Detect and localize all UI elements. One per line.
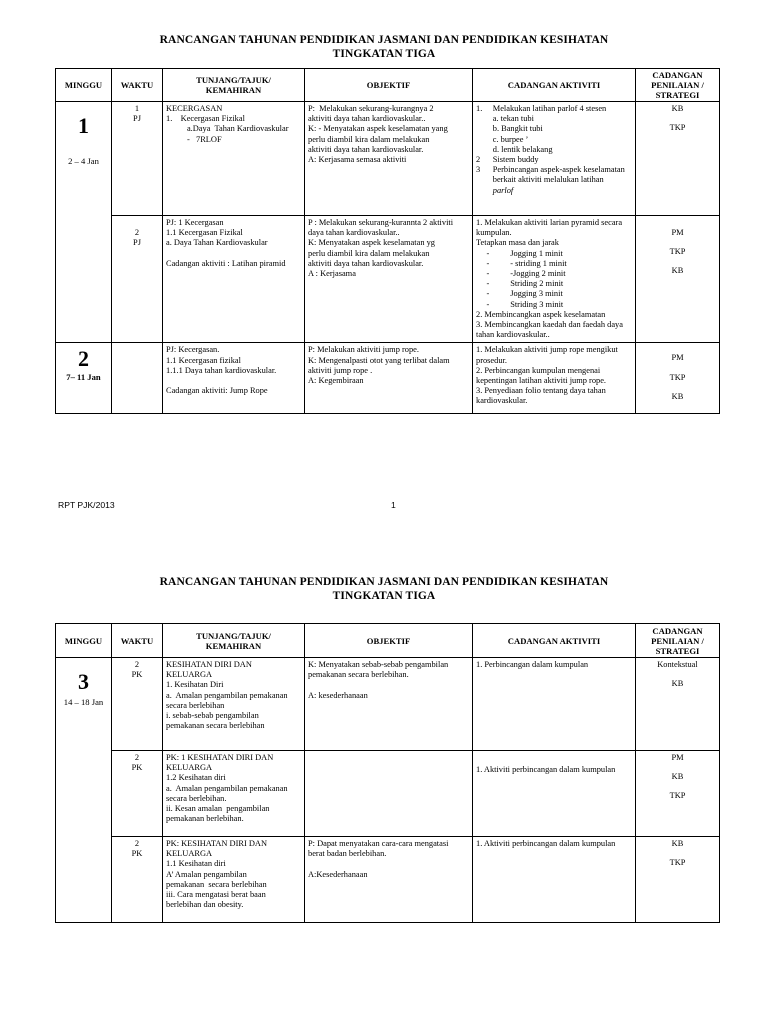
cell-line: a. Amalan pengambilan pemakanan xyxy=(166,690,288,700)
week-cell xyxy=(56,343,112,414)
cell-line: a. Amalan pengambilan pemakanan xyxy=(166,783,288,793)
cell-line xyxy=(166,249,301,259)
cell-line: - Jogging 1 minit xyxy=(476,248,563,258)
tunjang-list xyxy=(166,345,301,396)
header-objektif xyxy=(305,624,473,658)
cell-line: perlu diambil kira dalam melakukan xyxy=(308,134,430,144)
page1-title-line1: RANCANGAN TAHUNAN PENDIDIKAN JASMANI DAN PENDIDIKAN KESIHATAN xyxy=(159,34,609,46)
cell-line: Tetapkan masa dan jarak xyxy=(476,238,559,248)
header-strategi xyxy=(636,624,720,658)
aktiviti-list xyxy=(476,765,632,775)
strategi-list xyxy=(639,753,716,802)
strategi-list xyxy=(639,353,716,402)
cell-line: daya tahan kardiovaskular.. xyxy=(308,228,400,238)
strategi-list xyxy=(639,839,716,868)
cell-line: b. Bangkit tubi xyxy=(476,124,543,134)
header-line: PENILAIAN / xyxy=(651,80,704,90)
cell-line: TKP xyxy=(669,372,686,382)
strategi-cell xyxy=(636,751,720,837)
cell-line: 2 Sistem buddy xyxy=(476,155,539,165)
tunjang-list xyxy=(166,753,301,824)
cell-line: TKP xyxy=(669,247,686,257)
header-line: PENILAIAN / xyxy=(651,635,704,646)
cell-line: 2 xyxy=(134,753,140,762)
waktu-cell xyxy=(112,343,163,414)
cell-line: pemakanan berlebihan. xyxy=(166,814,244,824)
cell-line: parlof xyxy=(476,185,514,195)
cell-line: PJ: 1 Kecergasan xyxy=(166,218,224,227)
page1-header-row xyxy=(56,69,720,102)
page2-header-row xyxy=(56,624,720,658)
table-row xyxy=(56,837,720,923)
cell-line: 1.1 Kecergasan Fizikal xyxy=(166,228,243,238)
cell-line: KESIHATAN DIRI DAN xyxy=(166,660,252,669)
aktiviti-list xyxy=(476,839,632,849)
cell-line: - -Jogging 2 minit xyxy=(476,269,566,279)
header-waktu xyxy=(112,624,163,658)
waktu-list xyxy=(115,753,159,773)
cell-line: 2. Membincangkan aspek keselamatan xyxy=(476,309,606,319)
header-line: TUNJANG/TAJUK/ xyxy=(196,75,271,85)
week-cell xyxy=(56,102,112,343)
cell-line: K: Mengenalpasti otot yang terlibat dalam xyxy=(308,355,450,365)
cell-line: 2 xyxy=(134,228,140,237)
cell-line: A: Kegembiraan xyxy=(308,376,364,386)
page2-title-line2: TINGKATAN TIGA xyxy=(332,590,436,602)
strategi-list xyxy=(639,104,716,133)
strategi-cell xyxy=(636,837,720,923)
cell-line: Cadangan aktiviti: Jump Rope xyxy=(166,386,268,396)
cell-line: pemakanan secara berlebihan xyxy=(166,721,265,731)
cell-line: aktiviti daya tahan kardiovaskular. xyxy=(308,144,424,154)
cell-line: - 7RLOF xyxy=(166,134,222,144)
header-objektif xyxy=(305,69,473,102)
cell-line: 1. Melakukan aktiviti larian pyramid secara xyxy=(476,218,623,227)
cell-line: aktiviti daya tahan kardiovaskular.. xyxy=(308,114,426,124)
cell-line: - Striding 2 minit xyxy=(476,279,564,289)
strategi-cell xyxy=(636,343,720,414)
header-line: MINGGU xyxy=(64,635,103,646)
header-line: CADANGAN xyxy=(652,70,703,80)
cell-line: berlebihan dan obesity. xyxy=(166,900,244,910)
cell-line: 1.1.1 Daya tahan kardiovaskular. xyxy=(166,365,277,375)
header-minggu xyxy=(56,69,112,102)
tunjang-cell xyxy=(163,837,305,923)
cell-line: 1.2 Kesihatan diri xyxy=(166,773,226,783)
cell-line xyxy=(166,376,301,386)
page1-title xyxy=(0,33,768,61)
cell-line: kardiovaskular. xyxy=(476,396,528,406)
cell-line: 1. Perbincangan dalam kumpulan xyxy=(476,660,589,669)
strategi-cell xyxy=(636,102,720,216)
strategi-cell xyxy=(636,216,720,343)
cell-line: KECERGASAN xyxy=(166,104,223,113)
waktu-cell xyxy=(112,751,163,837)
week-dates: 7– 11 Jan xyxy=(66,372,101,383)
objektif-cell xyxy=(305,216,473,343)
week-dates: 14 – 18 Jan xyxy=(63,697,104,707)
cell-line: 2 xyxy=(134,660,140,669)
cell-line: KELUARGA xyxy=(166,763,213,773)
cell-line: A:Kesederhanaan xyxy=(308,869,368,879)
aktiviti-list xyxy=(476,660,632,670)
tunjang-cell xyxy=(163,751,305,837)
cell-line: P: Melakukan sekurang-kurangnya 2 xyxy=(308,104,434,113)
tunjang-cell xyxy=(163,216,305,343)
header-line: WAKTU xyxy=(120,635,154,646)
aktiviti-list xyxy=(476,104,632,196)
header-line: CADANGAN AKTIVITI xyxy=(507,80,601,90)
week-dates: 2 – 4 Jan xyxy=(68,156,99,166)
cell-line: P : Melakukan sekurang-kurannta 2 aktiviti xyxy=(308,218,454,227)
page-number: 1 xyxy=(391,500,396,510)
cell-line: 3 Perbincangan aspek-aspek keselamatan xyxy=(476,165,625,175)
header-tunjang xyxy=(163,69,305,102)
cell-line: secara berlebihan. xyxy=(166,793,227,803)
header-waktu xyxy=(112,69,163,102)
page1-title-line2: TINGKATAN TIGA xyxy=(332,48,436,60)
cell-line: berkait aktiviti melalukan latihan xyxy=(476,175,604,185)
tunjang-cell xyxy=(163,658,305,751)
header-line: STRATEGI xyxy=(655,90,700,100)
cell-line: kumpulan. xyxy=(476,228,512,238)
cell-line: KB xyxy=(671,391,684,401)
tunjang-cell xyxy=(163,102,305,216)
cell-line: K: Menyatakan sebab-sebab pengambilan xyxy=(308,660,449,669)
cell-line: berat badan berlebihan. xyxy=(308,849,387,859)
cell-line: TKP xyxy=(669,858,686,868)
page2-title-line1: RANCANGAN TAHUNAN PENDIDIKAN JASMANI DAN PENDIDIKAN KESIHATAN xyxy=(159,576,609,588)
cell-line: 1.1 Kesihatan diri xyxy=(166,859,226,869)
waktu-cell xyxy=(112,102,163,216)
cell-line: TKP xyxy=(669,791,686,801)
header-line: CADANGAN AKTIVITI xyxy=(507,635,601,646)
cell-line: PM xyxy=(671,753,684,762)
cell-line: iii. Cara mengatasi berat baan xyxy=(166,890,266,900)
cell-line: prosedur. xyxy=(476,355,507,365)
aktiviti-cell xyxy=(473,751,636,837)
aktiviti-cell xyxy=(473,102,636,216)
objektif-list xyxy=(308,345,469,386)
strategi-list xyxy=(639,228,716,277)
cell-line: KELUARGA xyxy=(166,849,213,859)
cell-line: PK: KESIHATAN DIRI DAN xyxy=(166,839,267,848)
objektif-cell xyxy=(305,837,473,923)
objektif-cell xyxy=(305,658,473,751)
aktiviti-list xyxy=(476,345,632,406)
cell-line: PJ xyxy=(133,238,141,248)
cell-line: PM xyxy=(671,353,684,363)
week-number: 3 xyxy=(78,669,89,694)
cell-line: A : Kerjasama xyxy=(308,269,356,279)
cell-line: KELUARGA xyxy=(166,670,213,680)
cell-line: 2 xyxy=(134,839,140,848)
cell-line: KB xyxy=(671,679,684,689)
cell-line: PJ xyxy=(133,114,141,124)
cell-line: PK: 1 KESIHATAN DIRI DAN xyxy=(166,753,274,762)
cell-line: c. burpee ’ xyxy=(476,134,529,144)
cell-line: A: Kerjasama semasa aktiviti xyxy=(308,155,407,165)
table-row xyxy=(56,343,720,414)
waktu-list xyxy=(115,660,159,680)
cell-line: perlu diambil kira dalam melakukan xyxy=(308,248,430,258)
cell-line: pemakanan secara berlebihan. xyxy=(308,670,409,680)
cell-line: Cadangan aktiviti : Latihan piramid xyxy=(166,258,286,268)
header-aktiviti xyxy=(473,624,636,658)
cell-line: PM xyxy=(671,228,684,237)
objektif-list xyxy=(308,218,469,279)
cell-line: A’ Amalan pengambilan xyxy=(166,869,247,879)
aktiviti-cell xyxy=(473,216,636,343)
tunjang-list xyxy=(166,839,301,910)
header-line: WAKTU xyxy=(120,80,154,90)
objektif-list xyxy=(308,839,469,880)
cell-line: KB xyxy=(671,772,684,782)
cell-line: PK xyxy=(131,670,143,680)
cell-line: tahan kardiovaskular.. xyxy=(476,330,550,340)
waktu-cell xyxy=(112,837,163,923)
cell-line: - Jogging 3 minit xyxy=(476,289,563,299)
cell-line: A: kesederhanaan xyxy=(308,690,368,700)
waktu-list xyxy=(115,104,159,124)
strategi-cell xyxy=(636,658,720,751)
cell-line: PK xyxy=(131,763,143,773)
footer-code: RPT PJK/2013 xyxy=(58,500,115,510)
table-row xyxy=(56,216,720,343)
tunjang-list xyxy=(166,104,301,145)
cell-line: 1 xyxy=(134,104,140,113)
cell-line: P: Melakukan aktiviti jump rope. xyxy=(308,345,419,355)
objektif-list xyxy=(308,660,469,701)
cell-line: - - striding 1 minit xyxy=(476,258,567,268)
cell-line: 3. Penyediaan folio tentang daya tahan xyxy=(476,386,606,396)
cell-line: d. lentik belakang xyxy=(476,144,553,154)
aktiviti-cell xyxy=(473,837,636,923)
cell-line: KB xyxy=(671,104,684,113)
cell-line: 1. Kesihatan Diri xyxy=(166,680,224,690)
cell-line: K: - Menyatakan aspek keselamatan yang xyxy=(308,124,448,134)
header-line: OBJEKTIF xyxy=(366,635,411,646)
cell-line: P: Dapat menyatakan cara-cara mengatasi xyxy=(308,839,449,848)
cell-line: K: Menyatakan aspek keselamatan yg xyxy=(308,238,435,248)
objektif-cell xyxy=(305,102,473,216)
header-strategi xyxy=(636,69,720,102)
table-row xyxy=(56,658,720,751)
cell-line: KB xyxy=(671,266,684,276)
waktu-cell xyxy=(112,216,163,343)
header-line: STRATEGI xyxy=(655,645,700,656)
cell-line: 1.1 Kecergasan fizikal xyxy=(166,355,241,365)
cell-line: kepentingan latihan aktiviti jump rope. xyxy=(476,376,607,386)
strategi-list xyxy=(639,660,716,689)
week-cell xyxy=(56,658,112,923)
cell-line xyxy=(308,859,469,869)
header-line: OBJEKTIF xyxy=(366,80,411,90)
header-line: KEMAHIRAN xyxy=(205,640,262,651)
cell-line: - Striding 3 minit xyxy=(476,299,564,309)
aktiviti-list xyxy=(476,218,632,340)
week-number: 1 xyxy=(78,113,89,138)
cell-line: ii. Kesan amalan pengambilan xyxy=(166,804,270,814)
cell-line: TKP xyxy=(669,123,686,133)
header-line: MINGGU xyxy=(64,80,103,90)
objektif-cell xyxy=(305,751,473,837)
week-number: 2 xyxy=(78,346,89,372)
cell-line: 1. Kecergasan Fizikal xyxy=(166,114,245,124)
cell-line: a.Daya Tahan Kardiovaskular xyxy=(166,124,289,134)
cell-line: pemakanan secara berlebihan xyxy=(166,879,267,889)
objektif-cell xyxy=(305,343,473,414)
cell-line: 2. Perbincangan kumpulan mengenai xyxy=(476,365,601,375)
table-row xyxy=(56,751,720,837)
waktu-list xyxy=(115,839,159,859)
cell-line: 1. Melakukan latihan parlof 4 stesen xyxy=(476,104,607,113)
header-line: KEMAHIRAN xyxy=(205,85,262,95)
cell-line: a. tekan tubi xyxy=(476,114,534,124)
cell-line: KB xyxy=(671,839,684,848)
header-minggu xyxy=(56,624,112,658)
waktu-list xyxy=(115,228,159,248)
cell-line: PK xyxy=(131,849,143,859)
cell-line: 1. Aktiviti perbincangan dalam kumpulan xyxy=(476,839,616,848)
tunjang-cell xyxy=(163,343,305,414)
header-aktiviti xyxy=(473,69,636,102)
cell-line: PJ: Kecergasan. xyxy=(166,345,220,355)
header-tunjang xyxy=(163,624,305,658)
cell-line: a. Daya Tahan Kardiovaskular xyxy=(166,238,268,248)
cell-line: aktiviti daya tahan kardiovaskular. xyxy=(308,258,424,268)
aktiviti-cell xyxy=(473,658,636,751)
cell-line: Kontekstual xyxy=(657,660,698,669)
waktu-cell xyxy=(112,658,163,751)
tunjang-list xyxy=(166,218,301,269)
objektif-list xyxy=(308,104,469,165)
cell-line: secara berlebihan xyxy=(166,700,225,710)
page1-plan-table xyxy=(55,68,720,414)
cell-line xyxy=(308,680,469,690)
cell-line: i. sebab-sebab pengambilan xyxy=(166,711,259,721)
page2-title xyxy=(0,575,768,603)
header-line: TUNJANG/TAJUK/ xyxy=(196,630,271,641)
aktiviti-cell xyxy=(473,343,636,414)
page2-plan-table xyxy=(55,623,720,923)
table-row xyxy=(56,102,720,216)
cell-line: 1. Melakukan aktiviti jump rope mengikut xyxy=(476,345,618,355)
tunjang-list xyxy=(166,660,301,731)
cell-line: 3. Membincangkan kaedah dan faedah daya xyxy=(476,320,623,330)
header-line: CADANGAN xyxy=(652,625,703,636)
cell-line: aktiviti jump rope . xyxy=(308,365,373,375)
cell-line: 1. Aktiviti perbincangan dalam kumpulan xyxy=(476,765,616,774)
